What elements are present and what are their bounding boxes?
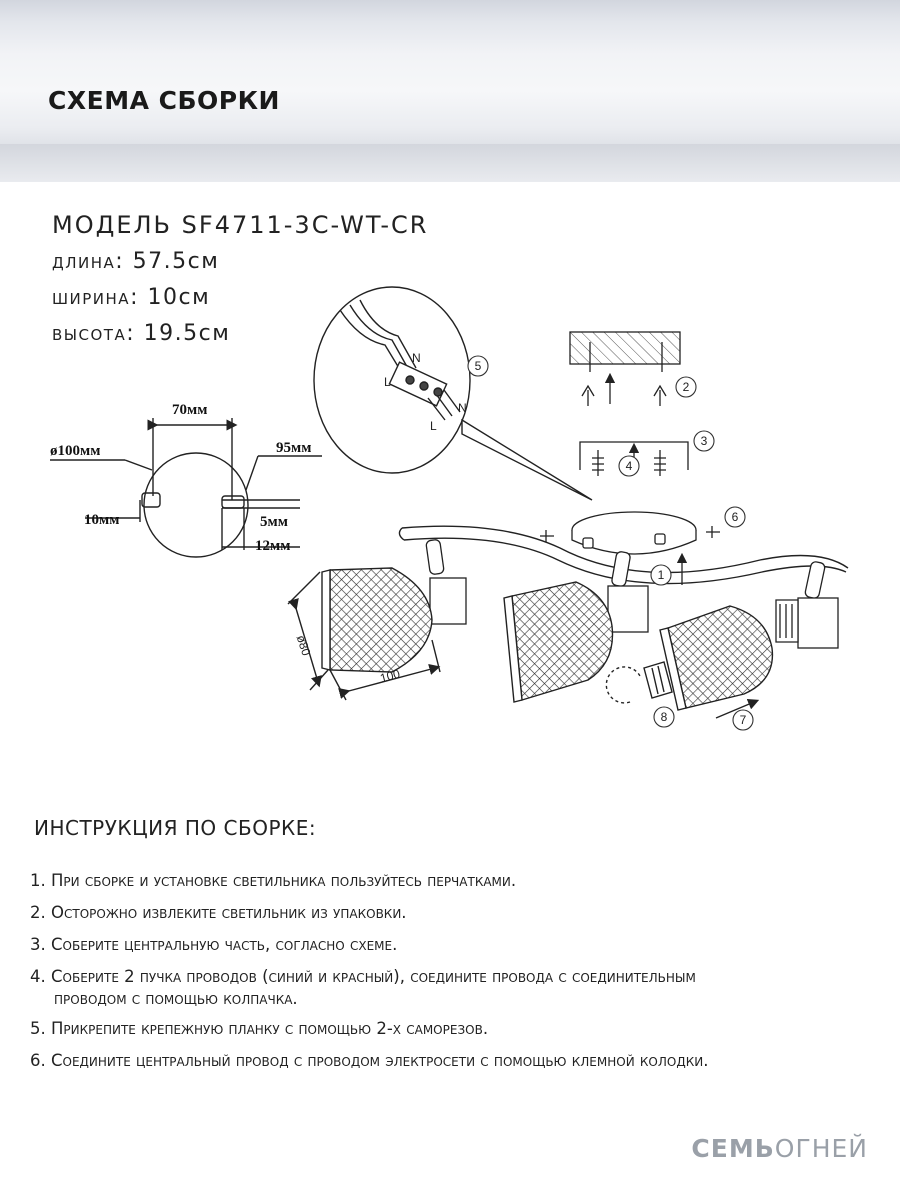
step-text-continued: проводом с помощью колпачка. (54, 989, 298, 1008)
spot-arms (426, 539, 838, 648)
marker-2: 2 (682, 380, 690, 394)
instruction-step-4 (30, 966, 890, 1010)
canopy (540, 512, 720, 585)
height-label: высота: (52, 321, 136, 346)
step-text: Соберите центральную часть, согласно схеме. (51, 935, 398, 954)
step-text: Соедините центральный провод с проводом электросети с помощью клемной колодки. (51, 1051, 709, 1070)
step-number: 5. (30, 1019, 46, 1038)
ceiling-section (570, 332, 680, 406)
step-text: Соберите 2 пучка проводов (синий и красный), соедините провода с соединительным (51, 967, 696, 986)
wire-label-n-top: N (412, 351, 421, 365)
shade-length-label: 100 (378, 666, 402, 686)
brand-bold: СЕМЬ (691, 1134, 775, 1163)
step-number: 3. (30, 935, 46, 954)
page-title: СХЕМА СБОРКИ (48, 86, 280, 115)
instruction-step-5 (30, 1018, 890, 1040)
marker-5: 5 (474, 359, 482, 373)
instruction-step-6 (30, 1050, 890, 1072)
length-label: длина: (52, 249, 125, 274)
marker-6: 6 (731, 510, 739, 524)
width-label: ширина: (52, 285, 139, 310)
brand-logo (691, 1134, 868, 1163)
slot-5-label: 5мм (260, 514, 288, 530)
base-plate-drawing (50, 418, 322, 557)
instruction-step-2 (30, 902, 890, 924)
step-text: Осторожно извлеките светильник из упаковки. (51, 903, 407, 922)
brand-light: ОГНЕЙ (774, 1134, 868, 1163)
width-value: 10см (147, 285, 211, 310)
wire-label-l-top: L (384, 375, 391, 389)
instruction-step-3 (30, 934, 890, 956)
step-number: 1. (30, 871, 46, 890)
step-number: 6. (30, 1051, 46, 1070)
step-number: 4. (30, 967, 46, 986)
step-text: Прикрепите крепежную планку с помощью 2-х саморезов. (51, 1019, 489, 1038)
left-offset-label: 10мм (84, 512, 120, 528)
marker-7: 7 (739, 713, 747, 727)
instruction-list (30, 870, 890, 1082)
marker-4: 4 (625, 459, 633, 473)
slot-width-label: 95мм (276, 440, 312, 456)
step-text: При сборке и установке светильника пользуйтесь перчатками. (51, 871, 517, 890)
length-value: 57.5см (132, 249, 220, 274)
model-name: МОДЕЛЬ SF4711-3C-WT-CR (52, 211, 429, 239)
shade-diameter-label: ø80 (293, 633, 314, 658)
marker-1: 1 (657, 568, 665, 582)
instruction-step-1 (30, 870, 890, 892)
shade-left (288, 568, 440, 700)
shade-middle (504, 582, 613, 702)
wire-label-l-bottom: L (430, 419, 437, 433)
hole-distance-label: 70мм (172, 402, 208, 418)
marker-3: 3 (700, 434, 708, 448)
slot-12-label: 12мм (255, 538, 291, 554)
wire-label-n-bottom: N (458, 401, 467, 415)
right-slot (222, 496, 244, 508)
wiring-detail (314, 287, 592, 500)
height-value: 19.5см (143, 321, 231, 346)
base-diameter-label: ø100мм (50, 443, 101, 459)
instructions-title: ИНСТРУКЦИЯ ПО СБОРКЕ: (34, 816, 317, 840)
marker-8: 8 (660, 710, 668, 724)
step-number: 2. (30, 903, 46, 922)
